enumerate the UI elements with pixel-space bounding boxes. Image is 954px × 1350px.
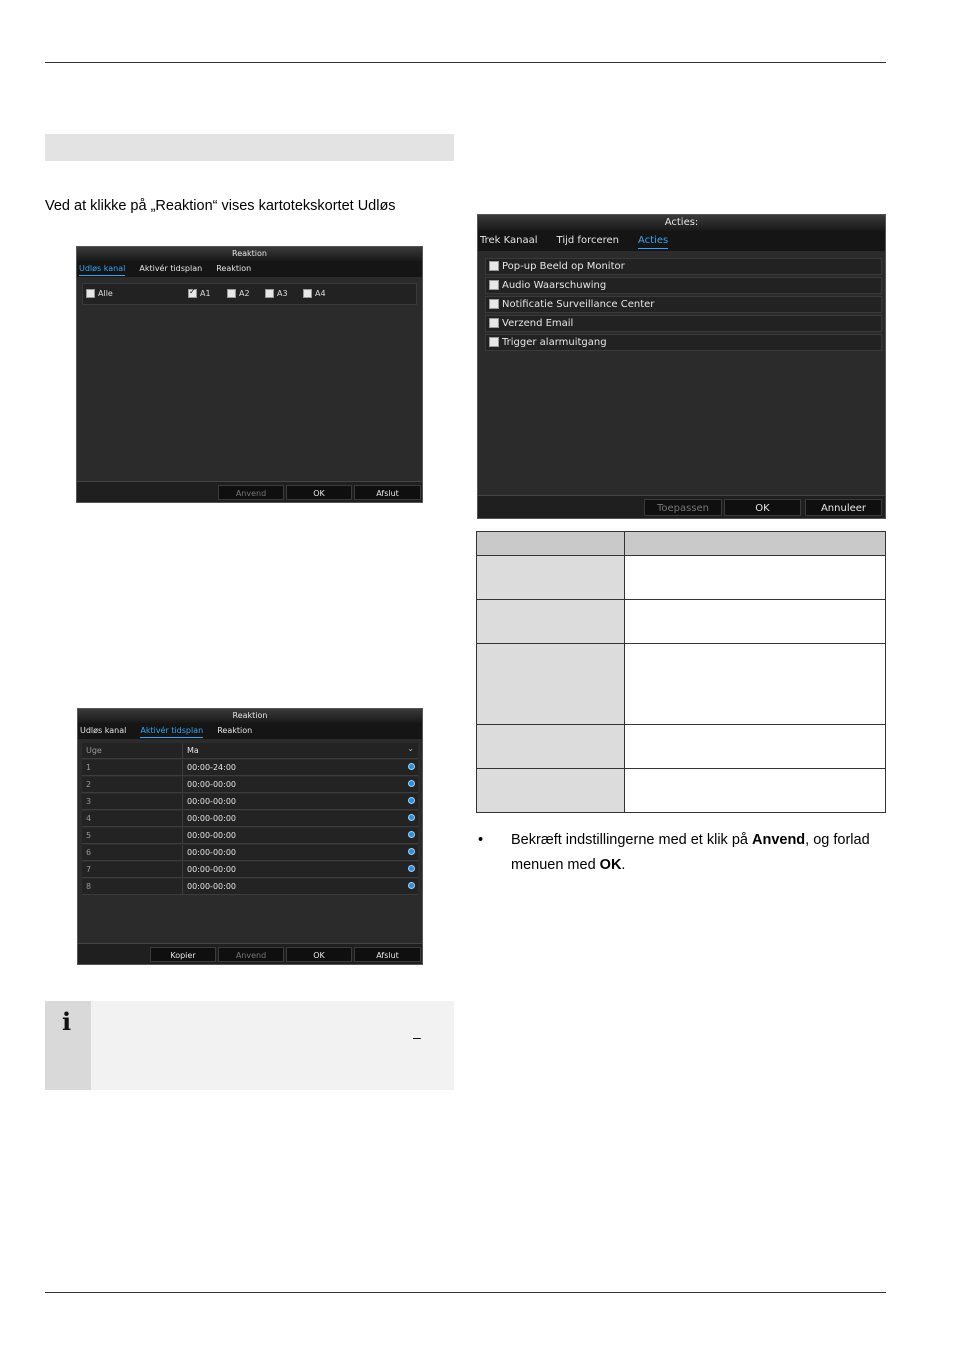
dialog-title: Acties: (478, 215, 885, 231)
table-row (477, 600, 886, 644)
time-range[interactable]: 00:00-00:00 (187, 831, 236, 840)
reaction-dialog-schedule (77, 708, 423, 965)
settings-icon[interactable] (408, 865, 415, 872)
table-cell (477, 644, 625, 725)
chevron-down-icon[interactable]: ⌄ (407, 744, 414, 753)
checkbox-icon[interactable] (86, 289, 95, 298)
settings-icon[interactable] (408, 797, 415, 804)
cancel-button[interactable]: Annuleer (805, 499, 882, 516)
time-range[interactable]: 00:00-00:00 (187, 882, 236, 891)
action-item[interactable] (485, 277, 882, 294)
channel-a4[interactable]: A4 (303, 289, 326, 298)
settings-icon[interactable] (408, 814, 415, 821)
schedule-row[interactable] (82, 794, 418, 810)
actions-dialog (477, 214, 886, 519)
header-rule (45, 62, 886, 63)
action-item[interactable] (485, 315, 882, 332)
day-number: 6 (86, 848, 92, 857)
settings-icon[interactable] (408, 831, 415, 838)
table-cell (477, 725, 625, 769)
day-number: 8 (86, 882, 92, 891)
tab-force-time[interactable]: Tijd forceren (556, 235, 619, 246)
table-cell (625, 556, 886, 600)
day-number: 1 (86, 763, 92, 772)
table-cell (625, 644, 886, 725)
ok-button[interactable]: OK (724, 499, 801, 516)
table-header-row (477, 532, 886, 556)
note-dash: – (413, 1029, 421, 1045)
header-cell (625, 532, 886, 556)
day-number: 7 (86, 865, 92, 874)
dialog-tabs (478, 231, 885, 251)
schedule-row[interactable] (82, 828, 418, 844)
checkbox-icon[interactable] (489, 337, 499, 347)
table-cell (625, 600, 886, 644)
action-label: Verzend Email (502, 318, 574, 329)
channel-a2[interactable]: A2 (227, 289, 250, 298)
table-cell (625, 769, 886, 813)
checkbox-icon[interactable] (265, 289, 274, 298)
settings-icon[interactable] (408, 780, 415, 787)
exit-button[interactable]: Afslut (354, 947, 421, 962)
intro-paragraph: Ved at klikke på „Reaktion“ vises kartotekskortet Udløs (45, 198, 396, 214)
tab-reaction[interactable]: Reaktion (216, 264, 252, 273)
tab-activate-schedule[interactable]: Aktivér tidsplan (139, 264, 203, 273)
reaction-dialog-trigger-channel (76, 246, 423, 503)
settings-icon[interactable] (408, 763, 415, 770)
ok-button[interactable]: OK (286, 947, 352, 962)
dialog-tabs (78, 723, 422, 739)
channel-all[interactable]: Alle (86, 289, 113, 298)
action-item[interactable] (485, 296, 882, 313)
table-row (477, 556, 886, 600)
table-cell (625, 725, 886, 769)
tab-trigger-channel[interactable]: Udløs kanal (79, 263, 125, 276)
info-note (45, 1001, 454, 1090)
schedule-row[interactable] (82, 777, 418, 793)
dialog-footer (478, 495, 885, 518)
settings-icon[interactable] (408, 848, 415, 855)
day-number: 2 (86, 780, 92, 789)
action-label: Notificatie Surveillance Center (502, 299, 655, 310)
table-row (477, 644, 886, 725)
schedule-row[interactable] (82, 760, 418, 776)
time-range[interactable]: 00:00-00:00 (187, 797, 236, 806)
settings-icon[interactable] (408, 882, 415, 889)
schedule-row[interactable] (82, 811, 418, 827)
table-cell (477, 769, 625, 813)
table-cell (477, 600, 625, 644)
table-cell (477, 556, 625, 600)
dialog-title: Reaktion (77, 247, 422, 261)
checkbox-icon[interactable] (227, 289, 236, 298)
apply-button[interactable]: Anvend (218, 485, 284, 500)
schedule-row[interactable] (82, 845, 418, 861)
action-label: Audio Waarschuwing (502, 280, 607, 291)
action-item[interactable] (485, 258, 882, 275)
table-row (477, 725, 886, 769)
checkbox-icon[interactable] (489, 299, 499, 309)
dialog-tabs (77, 261, 422, 277)
info-icon: i (62, 1007, 72, 1036)
apply-button[interactable]: Anvend (218, 947, 284, 962)
action-label: Pop-up Beeld op Monitor (502, 261, 625, 272)
channel-a3[interactable]: A3 (265, 289, 288, 298)
dialog-footer (78, 943, 422, 964)
tab-trigger-channel[interactable]: Udløs kanal (80, 726, 127, 735)
checkbox-checked-icon[interactable] (188, 289, 197, 298)
checkbox-icon[interactable] (489, 280, 499, 290)
time-range[interactable]: 00:00-00:00 (187, 865, 236, 874)
copy-button[interactable]: Kopier (150, 947, 216, 962)
day-number: 3 (86, 797, 92, 806)
checkbox-icon[interactable] (489, 261, 499, 271)
header-cell (477, 532, 625, 556)
tab-activate-schedule[interactable]: Aktivér tidsplan (140, 725, 203, 738)
bullet-instruction: • Bekræft indstillingerne med et klik på Anvend, og forlad menuen med OK. (476, 828, 886, 878)
time-range[interactable]: 00:00-00:00 (187, 814, 236, 823)
checkbox-icon[interactable] (489, 318, 499, 328)
day-number: 4 (86, 814, 92, 823)
ok-button[interactable]: OK (286, 485, 352, 500)
channel-a1[interactable]: ✓ A1 (188, 289, 211, 298)
schedule-row[interactable] (82, 879, 418, 895)
table-row (477, 769, 886, 813)
bullet-icon: • (478, 832, 484, 848)
time-range[interactable]: 00:00-00:00 (187, 780, 236, 789)
dialog-title: Reaktion (78, 709, 422, 723)
week-select-row[interactable] (82, 743, 418, 759)
day-number: 5 (86, 831, 92, 840)
exit-button[interactable]: Afslut (354, 485, 421, 500)
apply-button[interactable]: Toepassen (644, 499, 722, 516)
tab-trigger-channel[interactable]: Trek Kanaal (480, 235, 538, 246)
dialog-footer (77, 481, 422, 502)
schedule-table (82, 743, 418, 896)
channel-row (82, 283, 417, 305)
footer-rule (45, 1292, 886, 1293)
week-select[interactable]: Ma (187, 746, 199, 755)
week-label: Uge (86, 746, 102, 755)
schedule-row[interactable] (82, 862, 418, 878)
time-range[interactable]: 00:00-24:00 (187, 763, 236, 772)
description-table (476, 531, 886, 813)
section-heading-bar (45, 134, 454, 161)
action-label: Trigger alarmuitgang (502, 337, 607, 348)
checkbox-icon[interactable] (303, 289, 312, 298)
time-range[interactable]: 00:00-00:00 (187, 848, 236, 857)
tab-reaction[interactable]: Reaktion (217, 726, 253, 735)
action-item[interactable] (485, 334, 882, 351)
tab-actions[interactable]: Acties (638, 234, 668, 249)
